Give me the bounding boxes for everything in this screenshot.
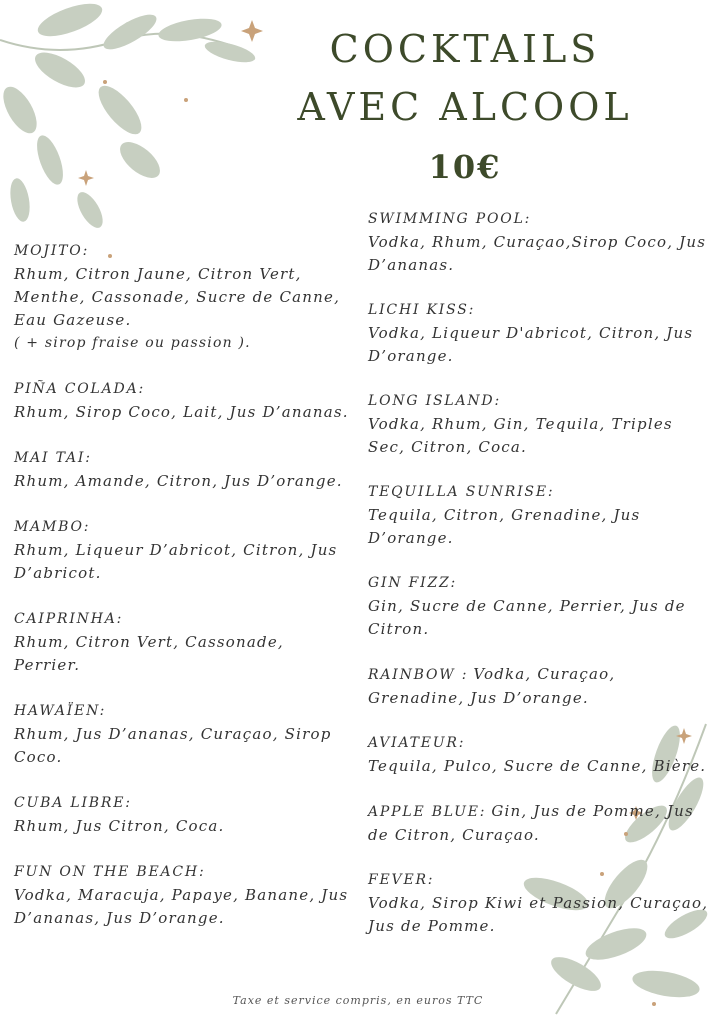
cocktail-name: MAMBO: <box>14 519 91 535</box>
cocktail-item <box>368 572 710 641</box>
cocktail-ingredients: Rhum, Jus Citron, Coca. <box>14 817 225 835</box>
cocktail-item <box>368 481 710 550</box>
cocktail-name: APPLE BLUE: <box>368 804 487 820</box>
cocktail-ingredients: Tequila, Citron, Grenadine, Jus D’orange. <box>368 506 641 547</box>
right-column <box>368 208 710 960</box>
cocktail-item <box>368 800 710 847</box>
cocktail-item <box>14 240 354 355</box>
cocktail-ingredients: Gin, Jus de Pomme, Jus de Citron, Curaçao. <box>368 802 694 844</box>
cocktail-item <box>14 792 354 838</box>
cocktail-item <box>14 608 354 677</box>
cocktail-item <box>368 663 710 710</box>
cocktail-ingredients: Rhum, Amande, Citron, Jus D’orange. <box>14 472 343 490</box>
footer-note: Taxe et service compris, en euros TTC <box>232 994 484 1007</box>
cocktail-ingredients: Vodka, Liqueur D'abricot, Citron, Jus D’orange. <box>368 324 694 365</box>
title-line-1: COCKTAILS <box>329 27 601 71</box>
cocktail-name: LONG ISLAND: <box>368 393 501 409</box>
title-line-2: AVEC ALCOOL <box>297 85 633 129</box>
cocktail-ingredients: Vodka, Sirop Kiwi et Passion, Curaçao, Jus de Pomme. <box>368 894 709 935</box>
cocktail-ingredients: Rhum, Citron Vert, Cassonade, Perrier. <box>14 633 284 674</box>
cocktail-item <box>14 861 354 930</box>
cocktail-ingredients: Rhum, Sirop Coco, Lait, Jus D’ananas. <box>14 403 349 421</box>
cocktail-name: GIN FIZZ: <box>368 575 458 591</box>
cocktail-ingredients: Gin, Sucre de Canne, Perrier, Jus de Citron. <box>368 597 686 638</box>
cocktail-name: CAIPRINHA: <box>14 611 124 627</box>
cocktail-ingredients: Vodka, Rhum, Gin, Tequila, Triples Sec, Citron, Coca. <box>368 415 673 456</box>
cocktail-item <box>14 700 354 769</box>
cocktail-name: FUN ON THE BEACH: <box>14 864 206 880</box>
left-column <box>14 240 354 953</box>
cocktail-ingredients: Vodka, Maracuja, Papaye, Banane, Jus D’ananas, Jus D’orange. <box>14 886 349 927</box>
cocktail-ingredients: Vodka, Curaçao, Grenadine, Jus D’orange. <box>368 665 616 707</box>
cocktail-name: LICHI KISS: <box>368 302 476 318</box>
cocktail-name: PIÑA COLADA: <box>14 381 146 397</box>
cocktail-name: SWIMMING POOL: <box>368 211 532 227</box>
cocktail-name: AVIATEUR: <box>368 735 466 751</box>
price: 10€ <box>428 148 502 186</box>
cocktail-name: MAI TAI: <box>14 450 92 466</box>
cocktail-name: MOJITO: <box>14 243 90 259</box>
cocktail-name: RAINBOW : <box>368 667 469 683</box>
cocktail-name: TEQUILLA SUNRISE: <box>368 484 555 500</box>
cocktail-note: ( + sirop fraise ou passion ). <box>14 335 251 351</box>
cocktail-ingredients: Tequila, Pulco, Sucre de Canne, Bière. <box>368 757 707 775</box>
cocktail-ingredients: Vodka, Rhum, Curaçao,Sirop Coco, Jus D’ananas. <box>368 233 707 274</box>
cocktail-ingredients: Rhum, Jus D’ananas, Curaçao, Sirop Coco. <box>14 725 332 766</box>
cocktail-item <box>368 299 710 368</box>
cocktail-ingredients: Rhum, Citron Jaune, Citron Vert, Menthe, Cassonade, Sucre de Canne, Eau Gazeuse. <box>14 265 341 329</box>
cocktail-item <box>368 732 710 778</box>
cocktail-item <box>14 378 354 424</box>
cocktail-item <box>14 447 354 493</box>
cocktail-item <box>14 516 354 585</box>
leaf-decoration-top-left <box>0 0 280 280</box>
cocktail-name: FEVER: <box>368 872 435 888</box>
cocktail-name: CUBA LIBRE: <box>14 795 132 811</box>
cocktail-name: HAWAÏEN: <box>14 703 107 719</box>
cocktail-item <box>368 390 710 459</box>
cocktail-item <box>368 208 710 277</box>
cocktail-ingredients: Rhum, Liqueur D’abricot, Citron, Jus D’abricot. <box>14 541 338 582</box>
cocktail-item <box>368 869 710 938</box>
